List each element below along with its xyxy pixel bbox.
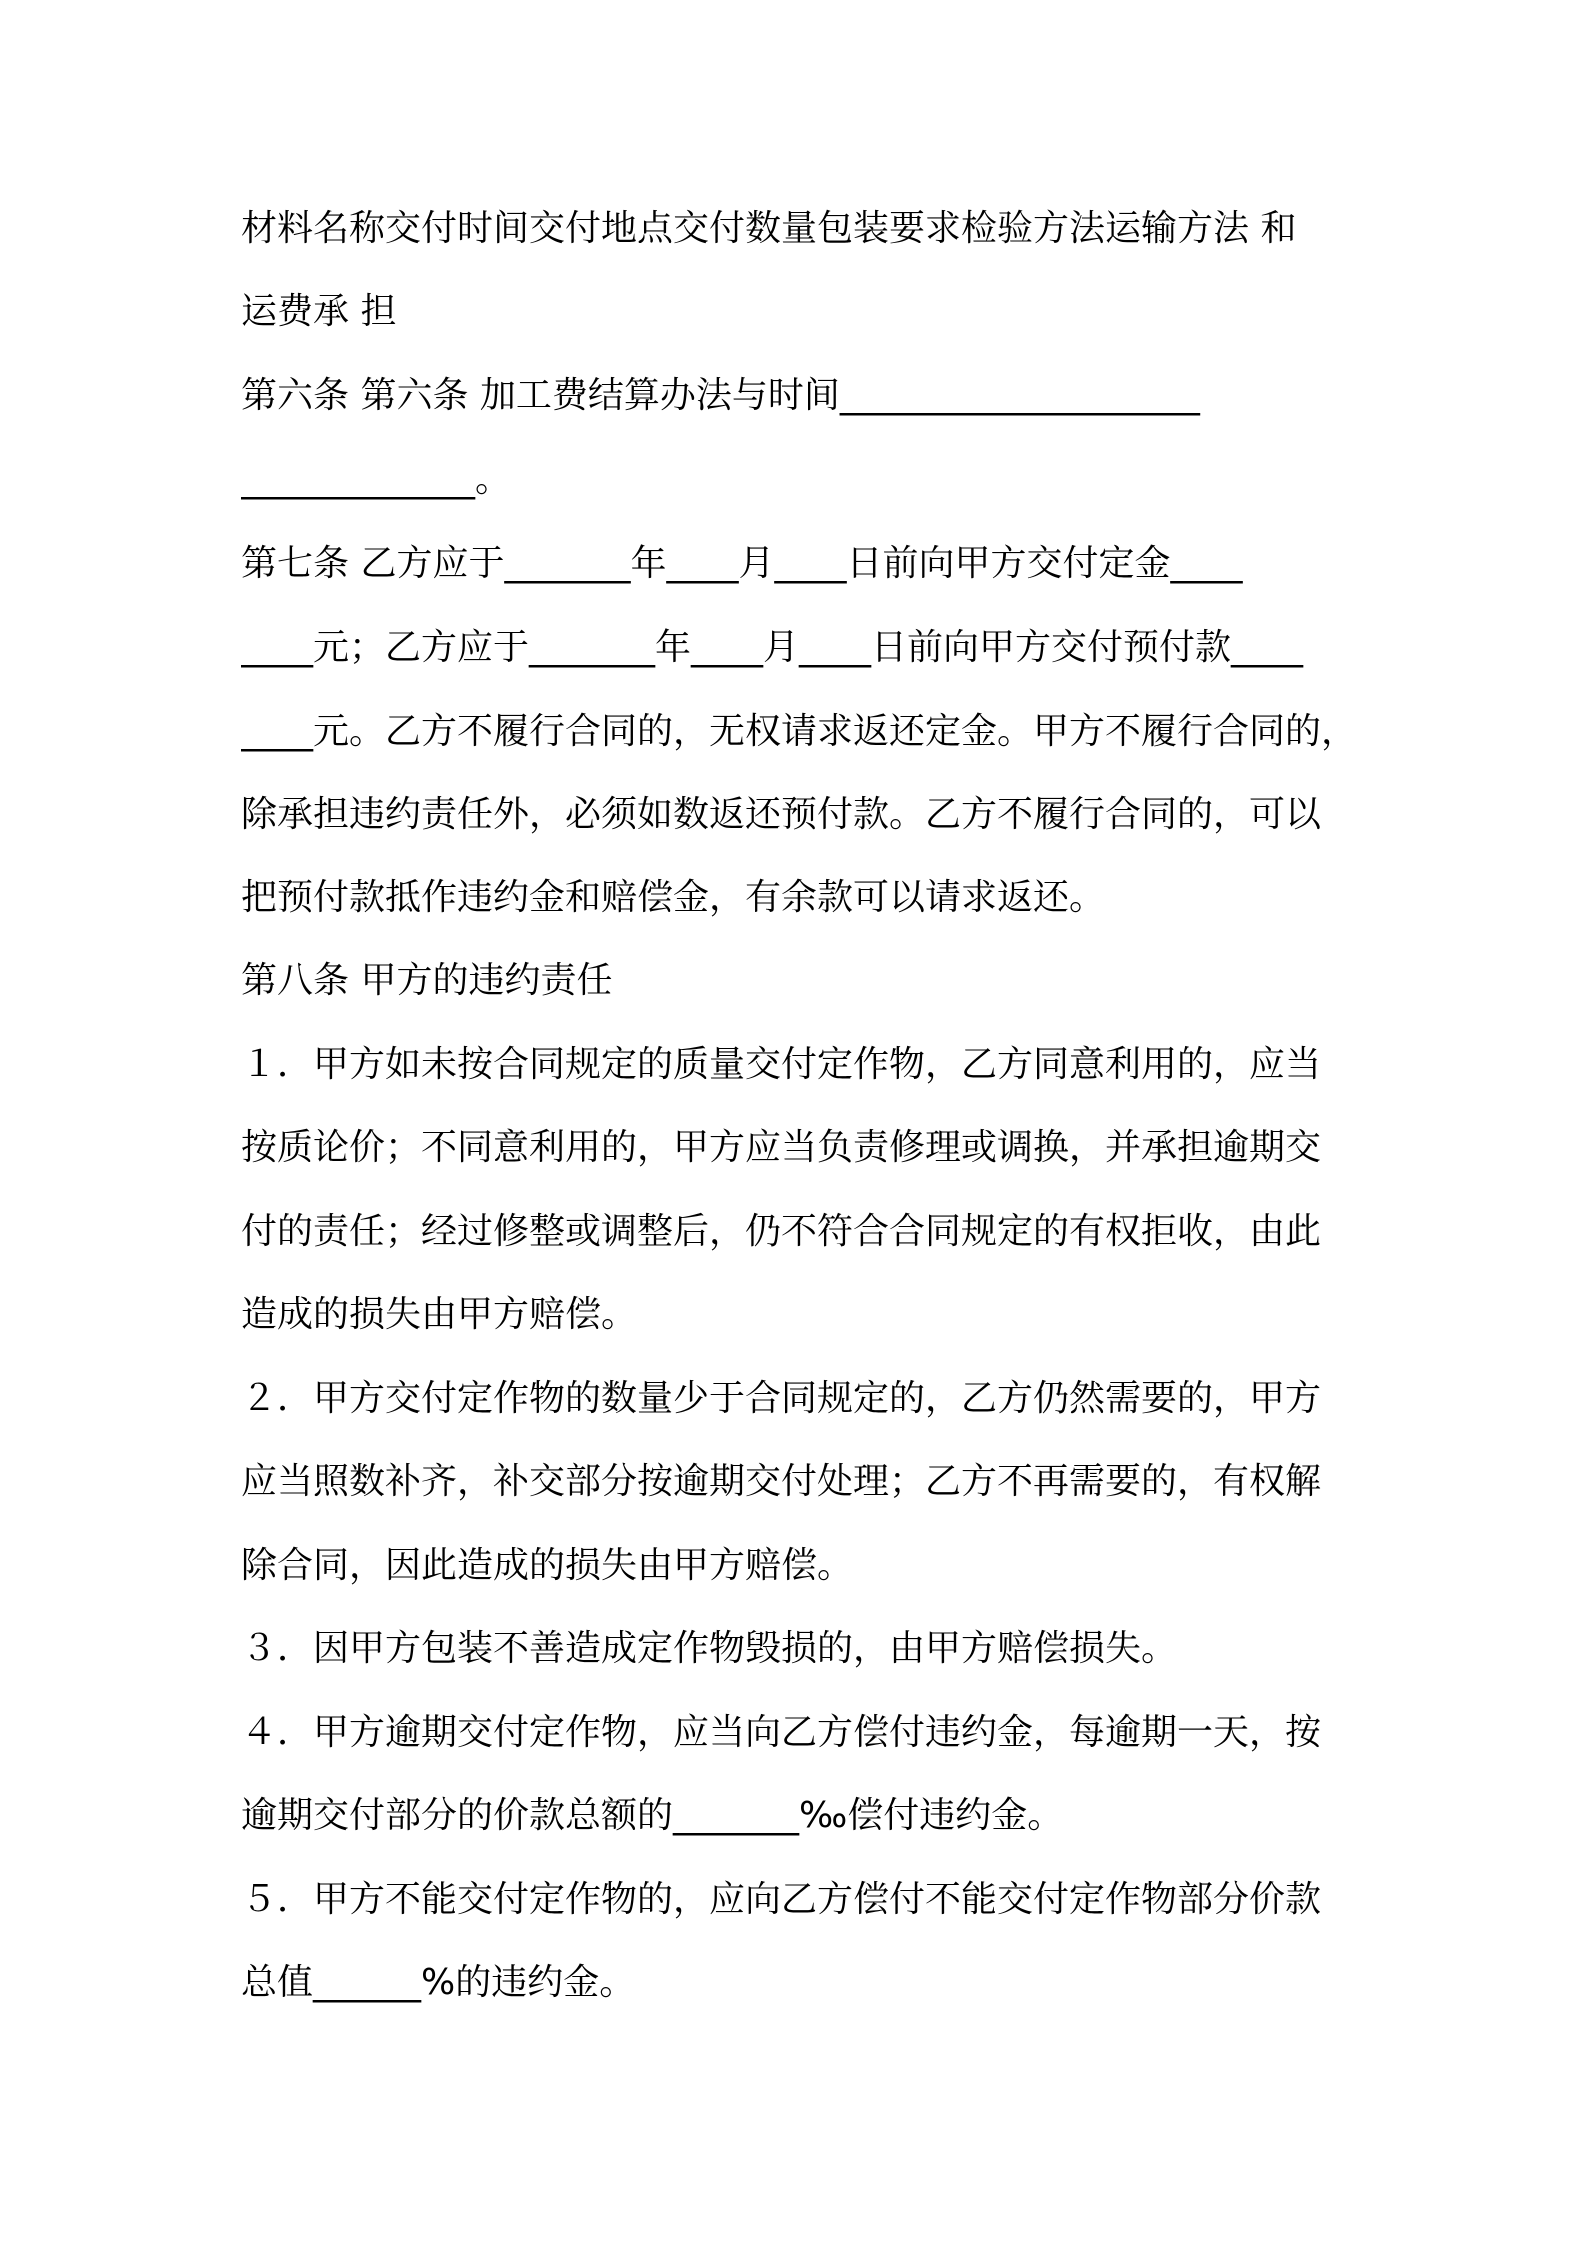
text-line-article-7-e: 把预付款抵作违约金和赔偿金，有余款可以请求返还。: [241, 877, 1106, 918]
text-line-item-5-a: ５．甲方不能交付定作物的，应向乙方偿付不能交付定作物部分价款: [241, 1879, 1322, 1920]
text-line-article-6: 第六条 第六条 加工费结算办法与时间____________________: [241, 375, 1200, 416]
text-line-freight: 运费承 担: [241, 291, 397, 332]
text-line-item-4-b: 逾期交付部分的价款总额的_______‰偿付违约金。: [241, 1795, 1064, 1836]
text-line-item-1-c: 付的责任；经过修整或调整后，仍不符合合同规定的有权拒收，由此: [241, 1211, 1322, 1252]
text-line-article-7-b: ____元；乙方应于_______年____月____日前向甲方交付预付款____: [241, 627, 1304, 668]
text-line-item-1-d: 造成的损失由甲方赔偿。: [241, 1294, 638, 1335]
text-line-item-2-b: 应当照数补齐，补交部分按逾期交付处理；乙方不再需要的，有权解: [241, 1461, 1322, 1502]
text-line-article-8-heading: 第八条 甲方的违约责任: [241, 960, 613, 1001]
text-line-item-1-a: １．甲方如未按合同规定的质量交付定作物，乙方同意利用的，应当: [241, 1044, 1322, 1085]
text-line-item-2-a: ２．甲方交付定作物的数量少于合同规定的，乙方仍然需要的，甲方: [241, 1378, 1322, 1419]
text-line-article-6-cont: _____________。: [241, 459, 511, 500]
text-line-article-7-c: ____元。乙方不履行合同的，无权请求返还定金。甲方不履行合同的，: [241, 711, 1358, 752]
text-line-material-columns: 材料名称交付时间交付地点交付数量包装要求检验方法运输方法 和: [241, 208, 1297, 249]
text-line-item-1-b: 按质论价；不同意利用的，甲方应当负责修理或调换，并承担逾期交: [241, 1127, 1322, 1168]
text-line-article-7: 第七条 乙方应于_______年____月____日前向甲方交付定金____: [241, 543, 1243, 584]
text-line-item-4-a: ４．甲方逾期交付定作物，应当向乙方偿付违约金，每逾期一天，按: [241, 1712, 1322, 1753]
text-line-item-3: ３．因甲方包装不善造成定作物毁损的，由甲方赔偿损失。: [241, 1628, 1178, 1669]
text-line-article-7-d: 除承担违约责任外，必须如数返还预付款。乙方不履行合同的，可以: [241, 794, 1322, 835]
text-line-item-5-b: 总值______%的违约金。: [241, 1962, 636, 2003]
text-line-item-2-c: 除合同，因此造成的损失由甲方赔偿。: [241, 1545, 854, 1586]
